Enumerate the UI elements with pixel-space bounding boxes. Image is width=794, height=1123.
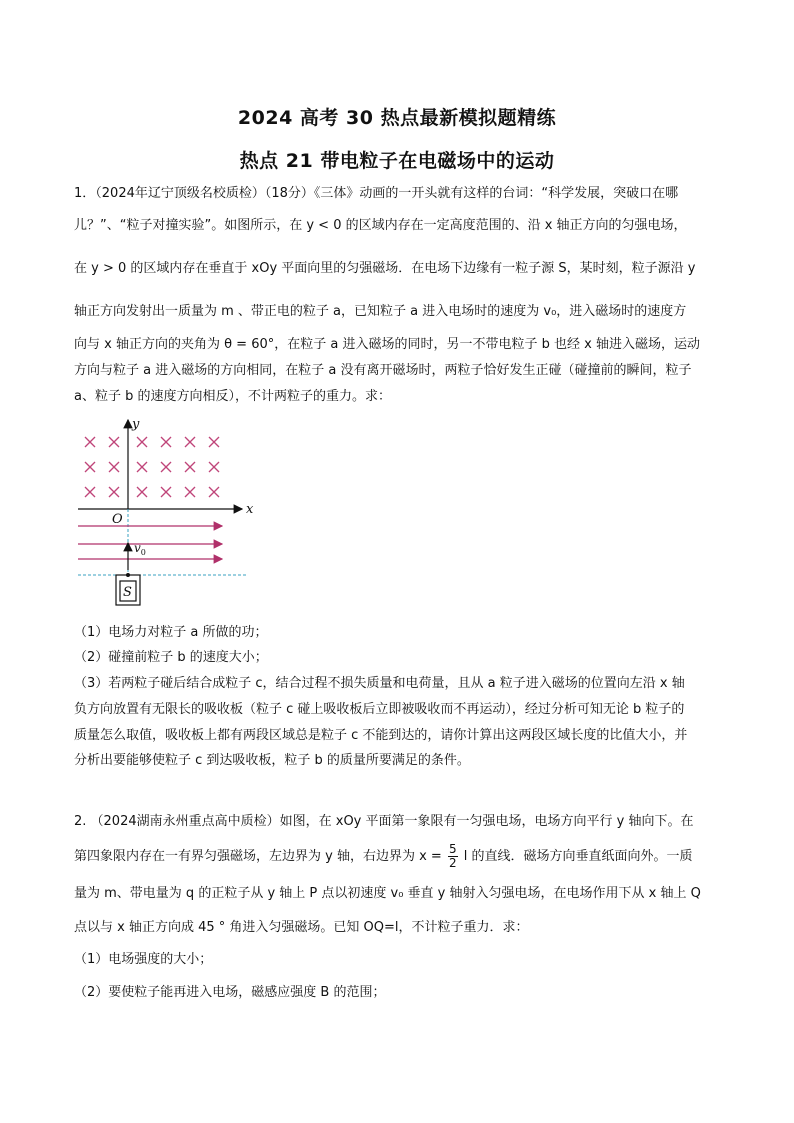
q2-sub-1: （1）电场强度的大小；	[74, 952, 213, 967]
field-cross	[185, 437, 195, 447]
q2-line-2-start: 第四象限内存在一有界匀强磁场，左边界为 y 轴，右边界为 x =	[74, 849, 442, 864]
q1-line-1: 1．（2024年辽宁顶级名校质检）（18分）《三体》动画的一开头就有这样的台词：“科学发展，突破口在哪	[74, 186, 679, 201]
q1-line-2: 儿？”、“粒子对撞实验”。如图所示，在 y < 0 的区域内存在一定高度范围的、沿 x 轴正方向的匀强电场，	[74, 218, 687, 233]
electric-field-lines	[78, 526, 222, 559]
field-cross	[185, 487, 195, 497]
field-cross	[161, 437, 171, 447]
q1-line-3: 在 y > 0 的区域内存在垂直于 xOy 平面向里的匀强磁场．在电场下边缘有一粒子源 S，某时刻，粒子源沿 y	[74, 261, 696, 276]
q1-sub-3-line-3: 质量怎么取值，吸收板上都有两段区域总是粒子 c 不能到达的，请你计算出这两段区域长度的比值大小，并	[74, 728, 688, 743]
field-cross	[137, 487, 147, 497]
document-subtitle: 热点 21 带电粒子在电磁场中的运动	[239, 150, 555, 172]
field-cross	[85, 437, 95, 447]
q2-line-2-end: l 的直线．磁场方向垂直纸面向外。一质	[463, 849, 693, 864]
q2-line-4: 点以与 x 轴正方向成 45 ° 角进入匀强磁场。已知 OQ=l，不计粒子重力．求：	[74, 920, 529, 935]
q1-sub-3-line-1: （3）若两粒子碰后结合成粒子 c，结合过程不损失质量和电荷量，且从 a 粒子进入磁场的位置向左沿 x 轴	[74, 676, 685, 691]
field-cross	[109, 487, 119, 497]
x-axis-label: x	[246, 502, 254, 517]
field-cross	[137, 462, 147, 472]
field-cross	[109, 462, 119, 472]
field-cross	[137, 437, 147, 447]
q2-line-2	[74, 843, 724, 871]
field-cross	[85, 487, 95, 497]
source-label: S	[123, 585, 132, 600]
field-cross	[209, 437, 219, 447]
q1-line-5: 向与 x 轴正方向的夹角为 θ = 60°，在粒子 a 进入磁场的同时，另一不带电粒子 b 也经 x 轴进入磁场，运动	[74, 337, 700, 352]
q1-sub-2: （2）碰撞前粒子 b 的速度大小；	[74, 650, 268, 665]
q1-sub-1: （1）电场力对粒子 a 所做的功；	[74, 625, 268, 640]
field-cross	[161, 487, 171, 497]
q1-line-7: a、粒子 b 的速度方向相反），不计两粒子的重力。求：	[74, 389, 391, 404]
q2-line-3: 量为 m、带电量为 q 的正粒子从 y 轴上 P 点以初速度 v₀ 垂直 y 轴射入匀强电场，在电场作用下从 x 轴上 Q	[74, 886, 701, 901]
field-cross	[109, 437, 119, 447]
document-title: 2024 高考 30 热点最新模拟题精练	[237, 107, 557, 129]
q2-sub-2: （2）要使粒子能再进入电场，磁感应强度 B 的范围；	[74, 985, 386, 1000]
q1-sub-3-line-4: 分析出要能够使粒子 c 到达吸收板，粒子 b 的质量所要满足的条件。	[74, 753, 470, 768]
field-diagram	[70, 410, 270, 610]
velocity-label: $v_0$	[134, 541, 146, 557]
q1-sub-3-line-2: 负方向放置有无限长的吸收板（粒子 c 碰上吸收板后立即被吸收而不再运动），经过分析可知无论 b 粒子的	[74, 702, 685, 717]
field-cross	[161, 462, 171, 472]
q2-line-1: 2. （2024湖南永州重点高中质检）如图，在 xOy 平面第一象限有一匀强电场，电场方向平行 y 轴向下。在	[74, 814, 694, 829]
q1-line-4: 轴正方向发射出一质量为 m 、带正电的粒子 a，已知粒子 a 进入电场时的速度为 v₀，进入磁场时的速度方	[74, 304, 687, 319]
field-cross	[209, 487, 219, 497]
fraction-five-halves: $\frac{5}{2}$	[448, 842, 457, 870]
field-cross	[209, 462, 219, 472]
y-axis-label: y	[132, 417, 140, 432]
q1-line-6: 方向与粒子 a 进入磁场的方向相同，在粒子 a 没有离开磁场时，两粒子恰好发生正碰（碰撞前的瞬间，粒子	[74, 363, 692, 378]
origin-label: O	[112, 512, 123, 527]
field-cross	[85, 462, 95, 472]
magnetic-field-crosses	[85, 437, 219, 497]
field-cross	[185, 462, 195, 472]
